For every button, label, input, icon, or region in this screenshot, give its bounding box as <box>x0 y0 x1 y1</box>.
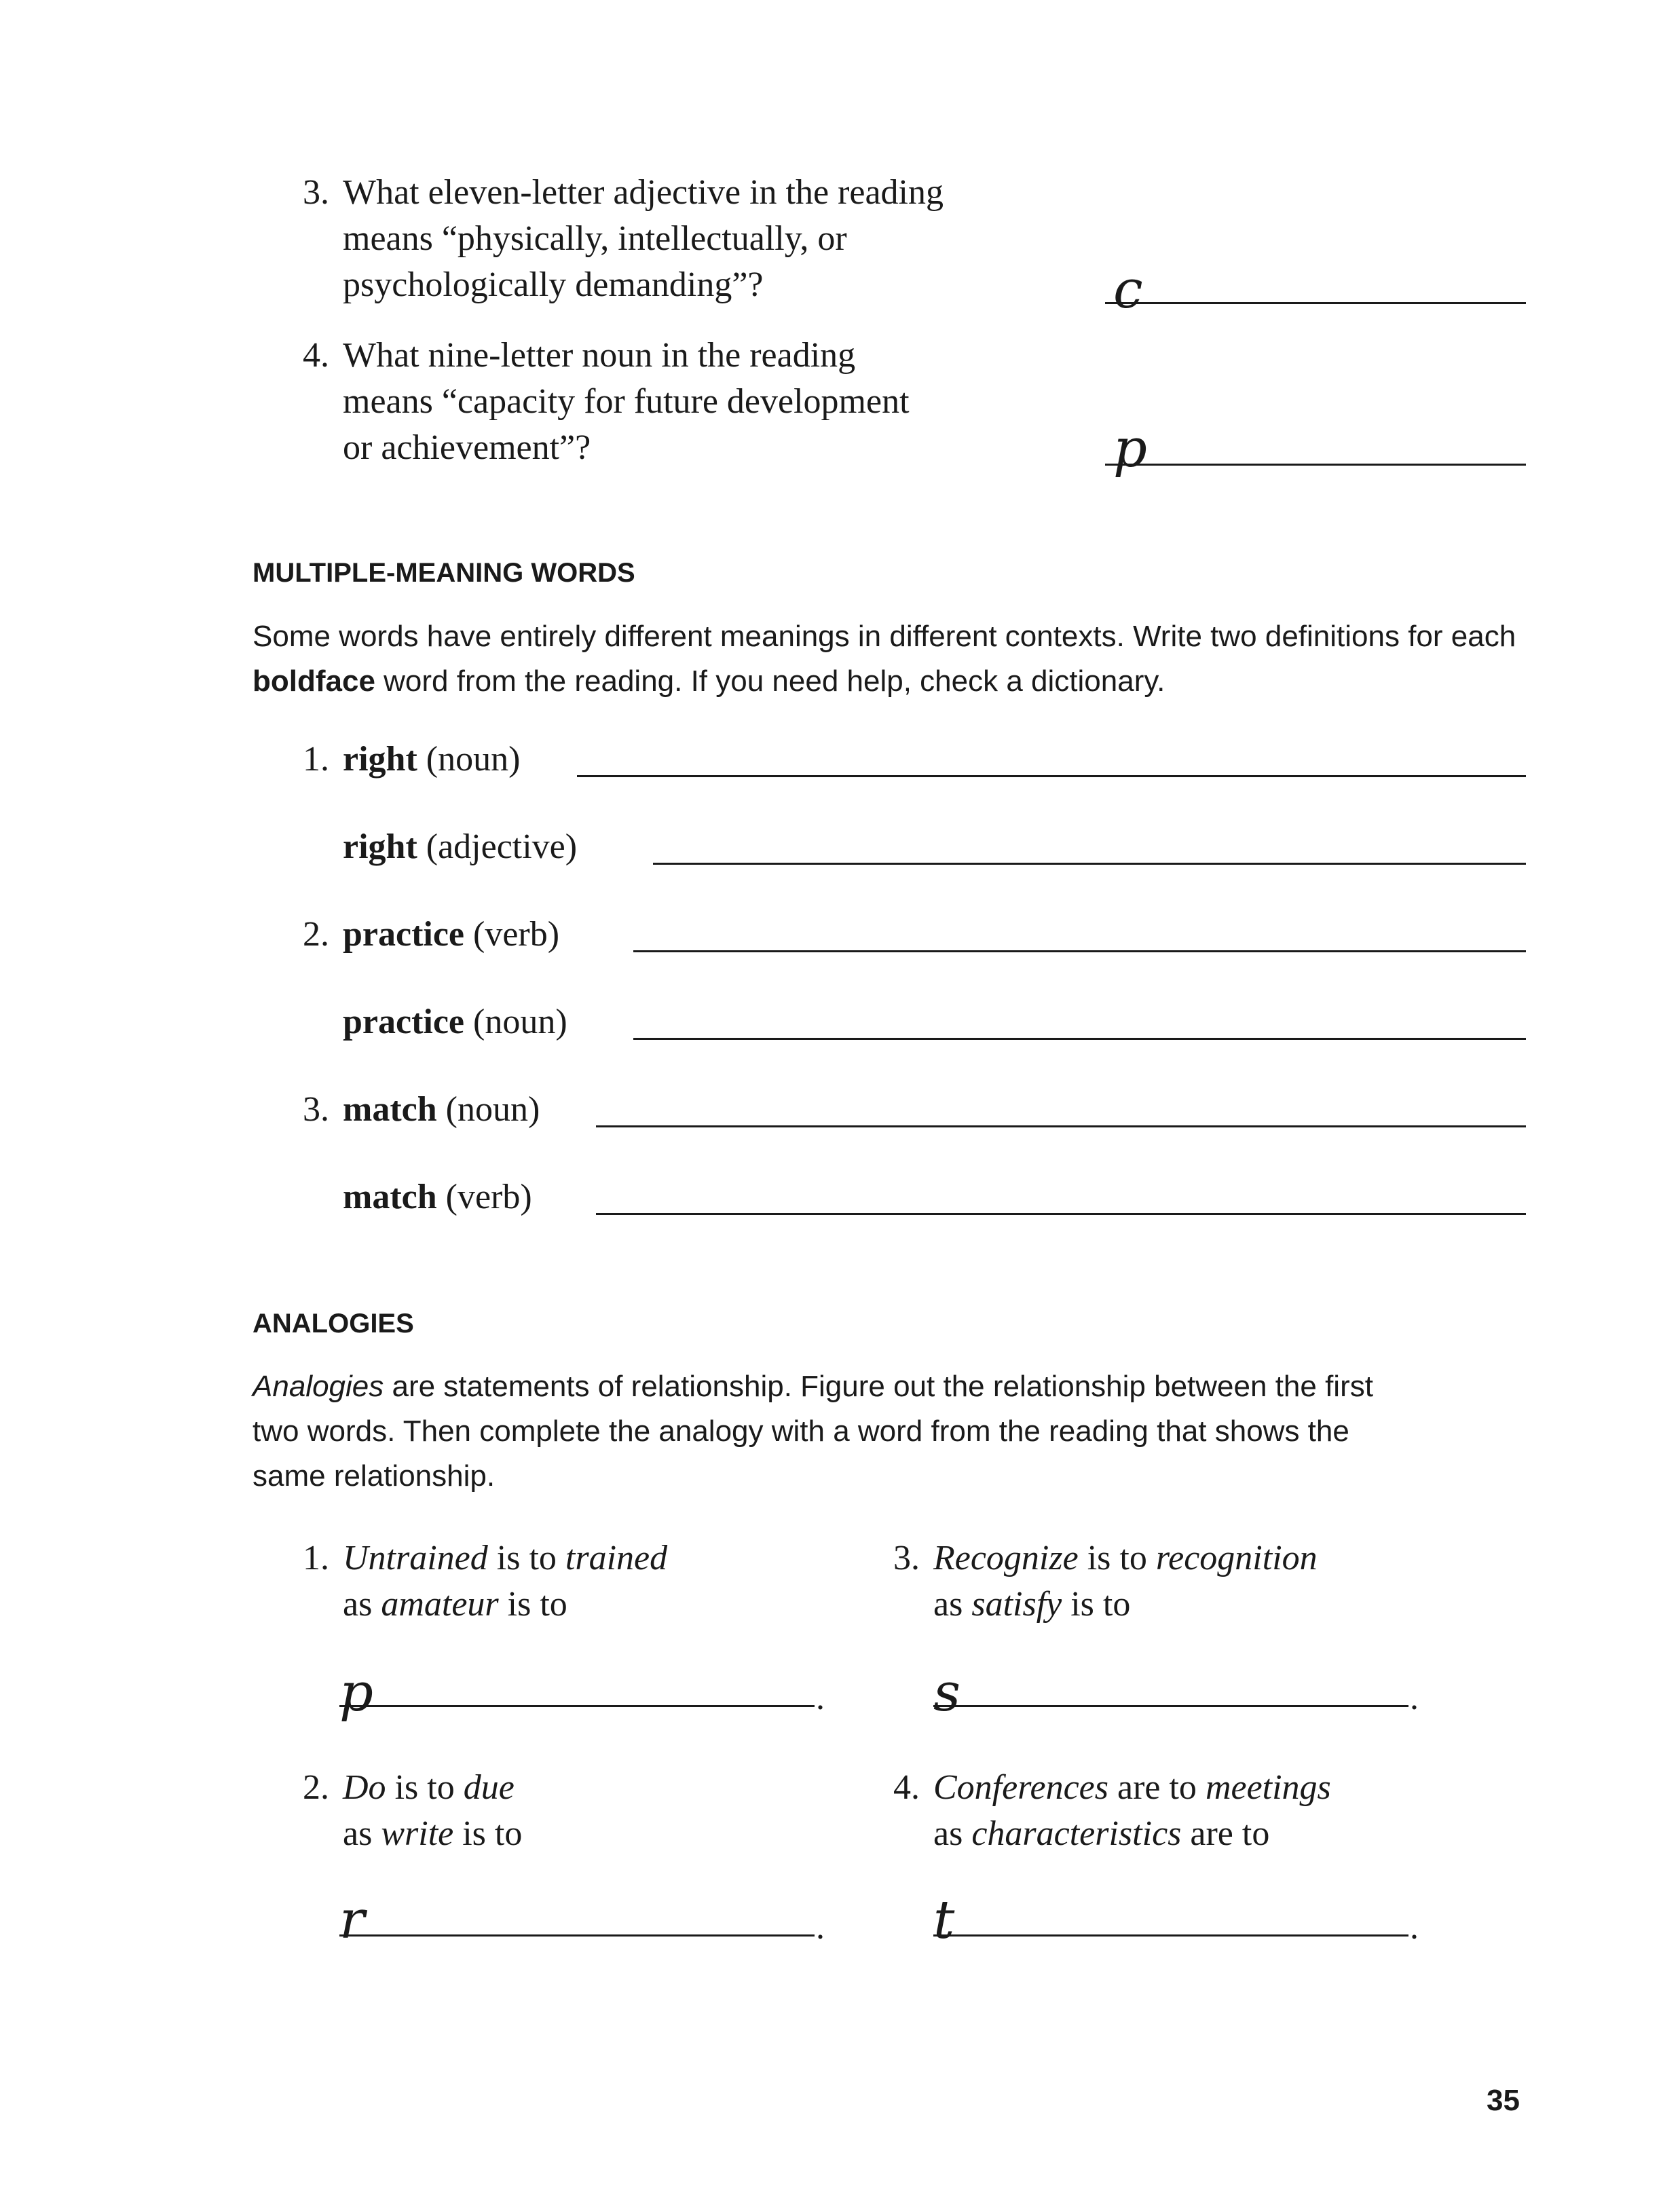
question-number: 3. <box>303 173 329 212</box>
item-number: 3. <box>893 1539 920 1577</box>
definition-line[interactable] <box>653 863 1526 865</box>
question-line: means “physically, intellectually, or <box>343 219 847 258</box>
period: . <box>816 1908 825 1947</box>
analogy-relation: are to <box>1181 1814 1270 1853</box>
instructions-text: same relationship. <box>253 1459 496 1493</box>
answer-start-letter: c <box>1113 259 1143 320</box>
analogy-relation: is to <box>453 1814 523 1853</box>
instructions-text: two words. Then complete the analogy with a word from the reading that shows the <box>253 1415 1349 1448</box>
section-heading-analogies: ANALOGIES <box>253 1309 414 1339</box>
instructions-bold-word: boldface <box>253 665 375 698</box>
instructions-text: are statements of relationship. Figure out the relationship between the first <box>384 1370 1373 1403</box>
analogy-relation: is to <box>1062 1585 1131 1624</box>
item-number: 3. <box>303 1090 329 1129</box>
mm-word: match <box>343 1090 437 1129</box>
analogy-answer-line-1[interactable] <box>339 1705 815 1707</box>
mm-part-of-speech: (verb) <box>436 1178 532 1216</box>
item-number: 1. <box>303 740 329 779</box>
analogy-item-2 <box>282 1765 522 1857</box>
period: . <box>1410 1908 1419 1947</box>
answer-line-question-4[interactable] <box>1105 464 1526 466</box>
analogy-item-3 <box>872 1535 1318 1628</box>
analogy-answer-line-4[interactable] <box>933 1934 1408 1937</box>
definition-line[interactable] <box>633 1038 1526 1040</box>
mm-word: match <box>343 1178 437 1216</box>
analogy-as: as <box>343 1585 381 1624</box>
mm-part-of-speech: (adjective) <box>417 827 578 866</box>
answer-start-letter: p <box>1113 418 1147 479</box>
analogy-as: as <box>933 1814 972 1853</box>
analogy-relation: is to <box>1078 1539 1156 1577</box>
answer-start-letter: r <box>339 1890 365 1951</box>
question-line: What eleven-letter adjective in the reading <box>343 173 944 212</box>
instructions-italic-word: Analogies <box>253 1370 384 1403</box>
mm-word: right <box>343 740 417 779</box>
answer-start-letter: s <box>933 1662 961 1723</box>
analogy-item-4 <box>872 1765 1331 1857</box>
mm-part-of-speech: (noun) <box>436 1090 540 1129</box>
mm-part-of-speech: (verb) <box>464 915 560 954</box>
answer-start-letter: t <box>933 1890 955 1951</box>
question-line: psychologically demanding”? <box>343 265 764 304</box>
answer-line-question-3[interactable] <box>1105 302 1526 304</box>
vocab-question-3 <box>282 170 1083 308</box>
item-number: 2. <box>303 915 329 954</box>
multiple-meaning-instructions <box>253 614 1542 704</box>
analogy-relation: are to <box>1108 1768 1206 1807</box>
definition-line[interactable] <box>596 1213 1526 1215</box>
mm-word: practice <box>343 915 465 954</box>
item-number: 1. <box>303 1539 329 1577</box>
instructions-text: Some words have entirely different meanings in different contexts. Write two definitions for each <box>253 620 1516 653</box>
answer-start-letter: p <box>339 1662 373 1723</box>
definition-line[interactable] <box>596 1125 1526 1127</box>
analogy-term: amateur <box>381 1585 499 1624</box>
analogy-relation: is to <box>386 1768 464 1807</box>
period: . <box>816 1679 825 1717</box>
analogy-term: Conferences <box>933 1768 1108 1807</box>
analogy-relation: is to <box>498 1585 567 1624</box>
period: . <box>1410 1679 1419 1717</box>
vocab-question-4 <box>282 333 1083 471</box>
section-heading-multiple-meaning: MULTIPLE-MEANING WORDS <box>253 558 635 588</box>
analogy-relation: is to <box>487 1539 565 1577</box>
analogy-term: write <box>381 1814 454 1853</box>
page-number: 35 <box>1487 2084 1520 2117</box>
analogy-term: trained <box>565 1539 668 1577</box>
question-line: means “capacity for future development <box>343 382 910 421</box>
analogy-term: meetings <box>1205 1768 1331 1807</box>
analogy-term: Do <box>343 1768 386 1807</box>
analogy-item-1 <box>282 1535 667 1628</box>
item-number: 2. <box>303 1768 329 1807</box>
analogy-answer-line-3[interactable] <box>933 1705 1408 1707</box>
analogies-instructions <box>253 1364 1542 1499</box>
analogy-term: Untrained <box>343 1539 488 1577</box>
question-line: or achievement”? <box>343 428 591 467</box>
analogy-term: recognition <box>1155 1539 1318 1577</box>
analogy-term: Recognize <box>933 1539 1079 1577</box>
analogy-term: satisfy <box>971 1585 1062 1624</box>
analogy-as: as <box>343 1814 381 1853</box>
instructions-text: word from the reading. If you need help, check a dictionary. <box>375 665 1165 698</box>
question-line: What nine-letter noun in the reading <box>343 336 856 375</box>
definition-line[interactable] <box>633 950 1526 952</box>
analogy-term: characteristics <box>971 1814 1182 1853</box>
mm-part-of-speech: (noun) <box>417 740 521 779</box>
item-number: 4. <box>893 1768 920 1807</box>
question-number: 4. <box>303 336 329 375</box>
mm-part-of-speech: (noun) <box>464 1003 567 1041</box>
analogy-term: due <box>463 1768 515 1807</box>
definition-line[interactable] <box>577 775 1526 777</box>
mm-word: right <box>343 827 417 866</box>
mm-word: practice <box>343 1003 465 1041</box>
analogy-answer-line-2[interactable] <box>339 1934 815 1937</box>
analogy-as: as <box>933 1585 972 1624</box>
